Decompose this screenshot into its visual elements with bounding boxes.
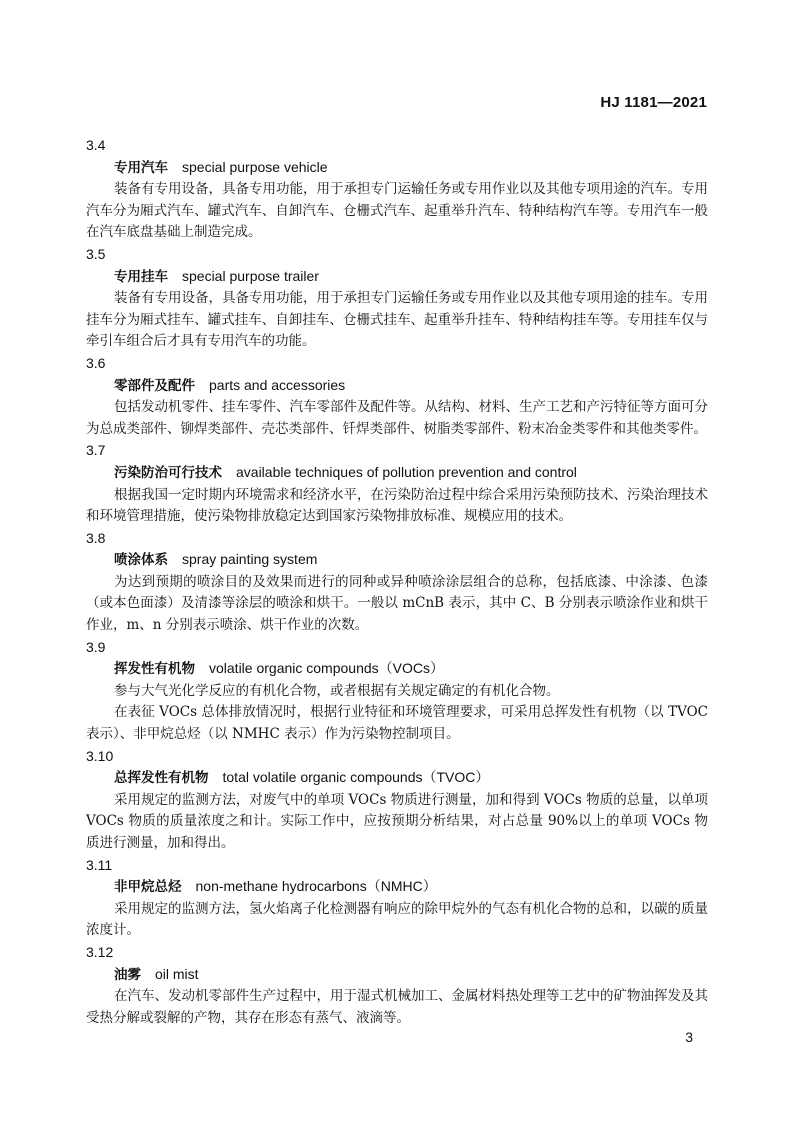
term-heading [86, 462, 708, 485]
term-entry [86, 528, 708, 637]
term-number: 3.7 [86, 442, 106, 459]
term-chinese: 喷涂体系 [114, 552, 168, 569]
term-definition: 在汽车、发动机零部件生产过程中，用于湿式机械加工、金属材料热处理等工艺中的矿物油挥发及其受热分解或裂解的产物，其存在形态有蒸气、液滴等。 [86, 988, 708, 1026]
document-id-header: HJ 1181—2021 [600, 94, 707, 111]
term-number: 3.11 [86, 856, 113, 873]
term-definition: 在表征 VOCs 总体排放情况时，根据行业特征和环境管理要求，可采用总挥发性有机物（以 TVOC 表示）、非甲烷总烃（以 NMHC 表示）作为污染物控制项目。 [86, 704, 708, 743]
term-entry [86, 855, 708, 942]
term-number: 3.9 [86, 638, 106, 655]
term-entry [86, 440, 708, 527]
term-number: 3.6 [86, 354, 106, 371]
page-number: 3 [685, 1029, 693, 1045]
term-number: 3.12 [86, 943, 114, 960]
term-heading [86, 157, 708, 180]
term-definition: 装备有专用设备，具备专用功能，用于承担专门运输任务或专用作业以及其他专项用途的汽车。专用汽车分为厢式汽车、罐式汽车、自卸汽车、仓栅式汽车、起重举升汽车、特种结构汽车等。专用汽车一般在汽车底盘基础上制造完成。 [86, 181, 708, 241]
term-number: 3.5 [86, 245, 106, 262]
terms-section [86, 135, 708, 1029]
term-definition: 为达到预期的喷涂目的及效果而进行的同种或异种喷涂涂层组合的总称，包括底漆、中涂漆、色漆（或本色面漆）及清漆等涂层的喷涂和烘干。一般以 mCnB 表示，其中 C、B 分别表示喷涂作业和烘干作业，m、n 分别表示喷涂、烘干作业的次数。 [86, 573, 708, 634]
term-chinese: 零部件及配件 [114, 377, 195, 394]
term-definition: 采用规定的监测方法，对废气中的单项 VOCs 物质进行测量，加和得到 VOCs 物质的总量，以单项 VOCs 物质的质量浓度之和计。实际工作中，应按预期分析结果，对占总量 90%以上的单项 VOCs 物质进行测量，加和得出。 [86, 791, 708, 851]
term-entry [86, 942, 708, 1029]
term-chinese: 油雾 [114, 966, 141, 983]
term-english: parts and accessories [209, 376, 346, 393]
term-definition: 包括发动机零件、挂车零件、汽车零部件及配件等。从结构、材料、生产工艺和产污特征等方面可分为总成类部件、铆焊类部件、壳芯类部件、钎焊类部件、树脂类零部件、粉末冶金类零件和其他类零件。 [86, 399, 708, 437]
term-chinese: 专用汽车 [114, 159, 168, 176]
term-definition: 参与大气光化学反应的有机化合物，或者根据有关规定确定的有机化合物。 [114, 682, 560, 699]
term-heading [86, 658, 708, 681]
term-heading [86, 549, 708, 572]
term-heading [86, 375, 708, 398]
term-heading [86, 266, 708, 289]
term-english: special purpose vehicle [182, 158, 328, 175]
term-english: non-methane hydrocarbons（NMHC） [195, 878, 437, 895]
term-english: special purpose trailer [182, 267, 319, 284]
term-english: spray painting system [182, 551, 318, 568]
term-entry [86, 746, 708, 855]
term-definition: 装备有专用设备，具备专用功能，用于承担专门运输任务或专用作业以及其他专项用途的挂车。专用挂车分为厢式挂车、罐式挂车、自卸挂车、仓栅式挂车、起重举升挂车、特种结构挂车等。专用挂车仅与牵引车组合后才具有专用汽车的功能。 [86, 290, 708, 350]
term-chinese: 污染防治可行技术 [114, 464, 222, 481]
term-english: oil mist [155, 965, 199, 982]
term-chinese: 专用挂车 [114, 268, 168, 285]
term-definition: 根据我国一定时期内环境需求和经济水平，在污染防治过程中综合采用污染预防技术、污染治理技术和环境管理措施，使污染物排放稳定达到国家污染物排放标准、规模应用的技术。 [86, 486, 708, 525]
term-chinese: 总挥发性有机物 [114, 770, 209, 787]
term-chinese: 非甲烷总烃 [114, 879, 182, 896]
term-heading [86, 876, 708, 899]
term-english: volatile organic compounds（VOCs） [209, 660, 444, 677]
term-heading [86, 964, 708, 987]
term-entry [86, 135, 708, 244]
term-english: total volatile organic compounds（TVOC） [222, 769, 490, 786]
term-number: 3.8 [86, 529, 106, 546]
term-heading [86, 767, 708, 790]
term-entry [86, 637, 708, 746]
term-entry [86, 353, 708, 440]
term-entry [86, 244, 708, 353]
term-chinese: 挥发性有机物 [114, 661, 195, 678]
term-english: available techniques of pollution prevention and control [236, 463, 577, 480]
term-number: 3.10 [86, 747, 114, 764]
term-number: 3.4 [86, 137, 106, 153]
term-definition: 采用规定的监测方法，氢火焰离子化检测器有响应的除甲烷外的气态有机化合物的总和，以碳的质量浓度计。 [86, 900, 708, 939]
